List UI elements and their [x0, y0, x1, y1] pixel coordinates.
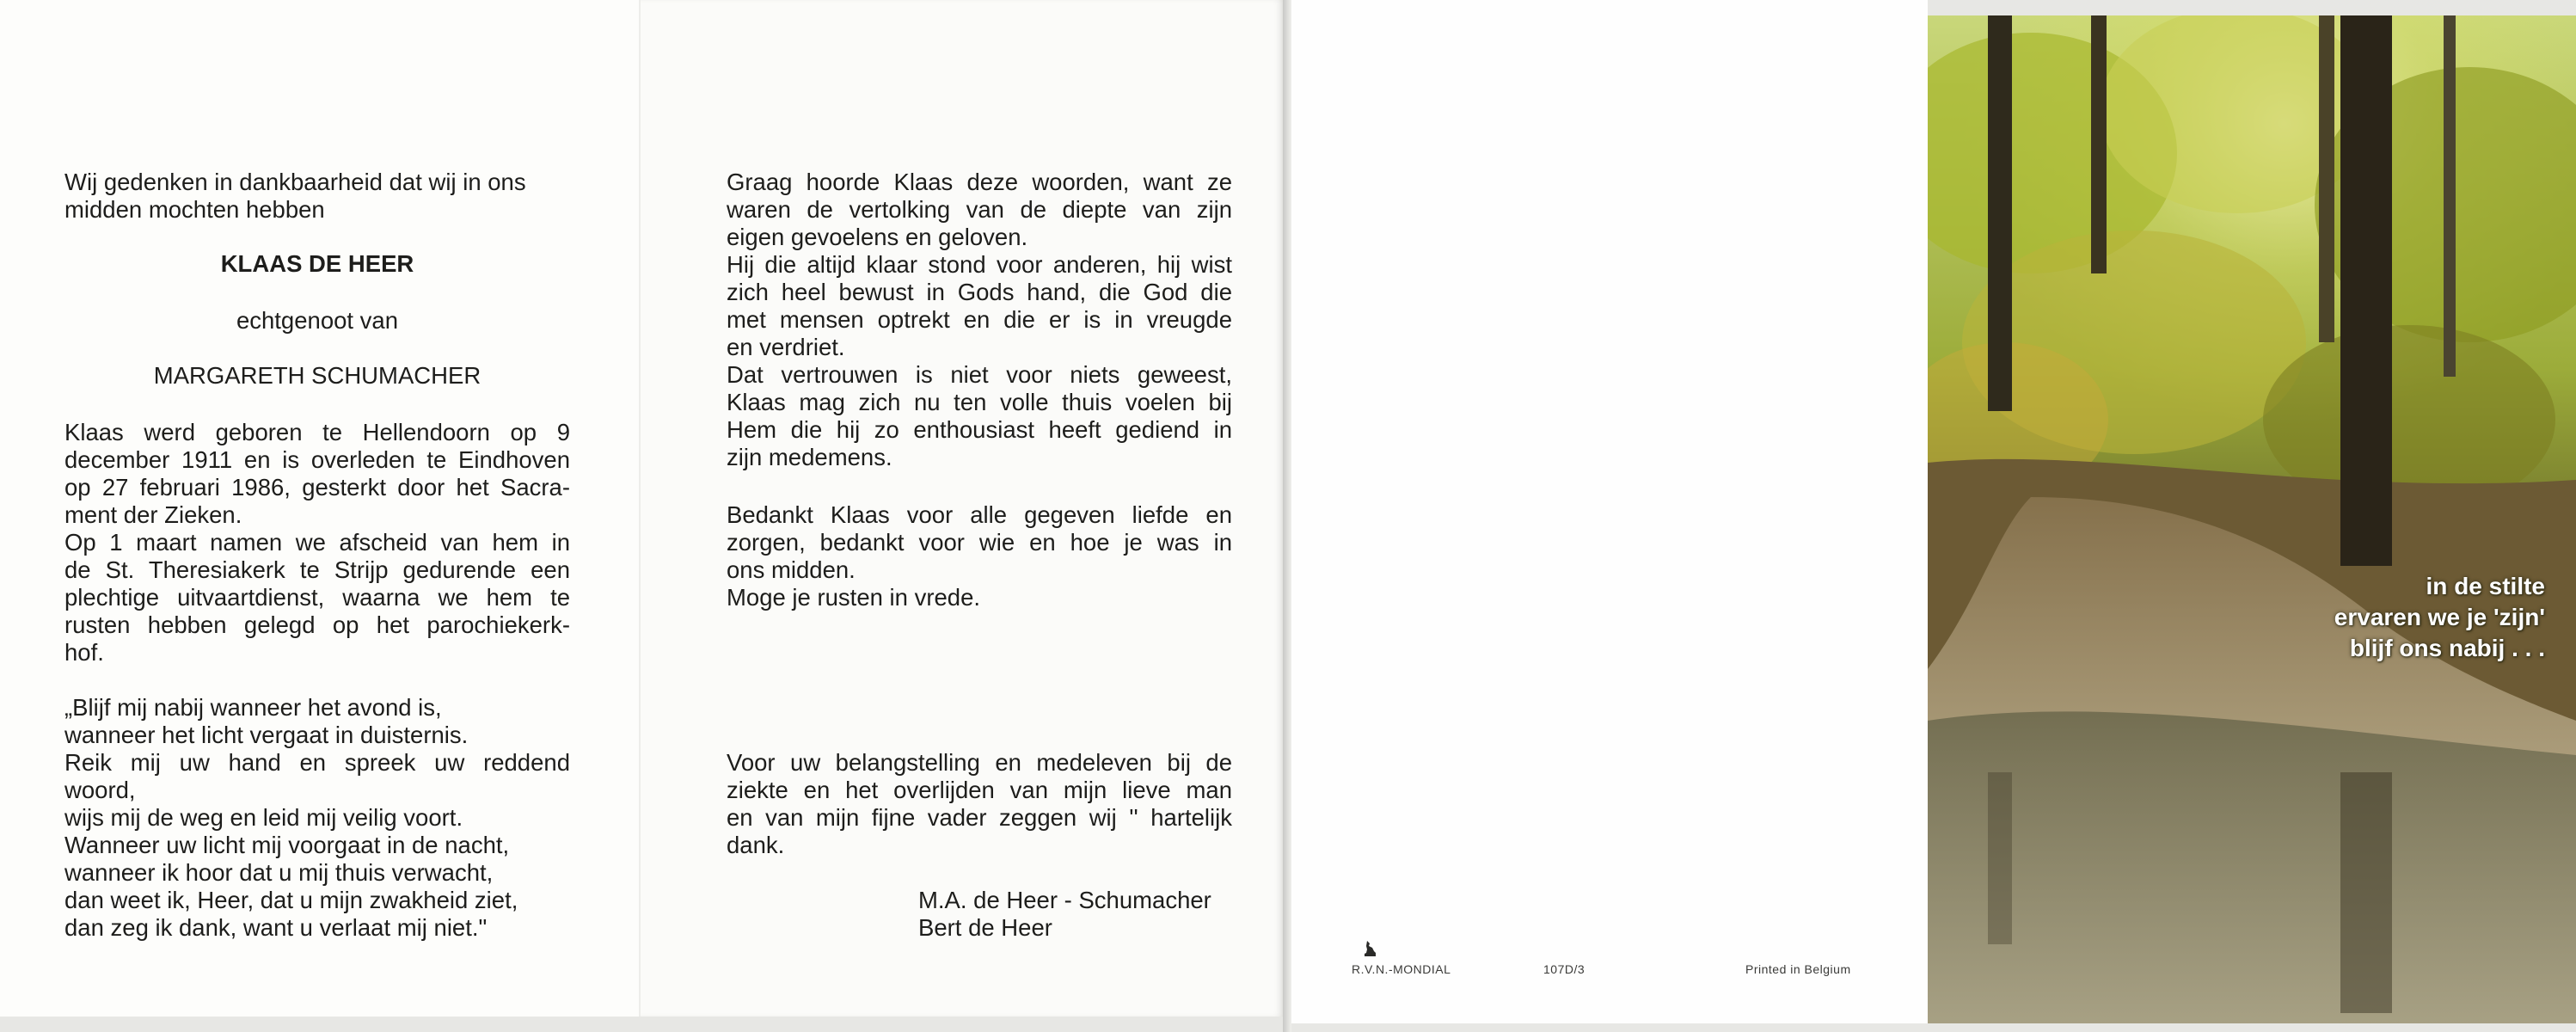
reflection-line: eigen gevoelens en geloven. — [727, 224, 1028, 250]
back-cover — [1291, 0, 1928, 1023]
printed-label: Printed in Belgium — [1745, 962, 1851, 976]
reflection-text — [727, 169, 1232, 471]
poem-line: dan weet ik, Heer, dat u mijn zwakheid ziet, — [64, 887, 518, 913]
thanks-line: Bedankt Klaas voor alle gegeven liefde en — [727, 501, 1232, 528]
forest-photo — [1928, 15, 2576, 1023]
acknowledgement-line: dank. — [727, 832, 785, 858]
publisher-label: R.V.N.-MONDIAL — [1352, 962, 1451, 976]
thanks-line: Moge je rusten in vrede. — [727, 584, 981, 611]
biography-line: ment der Zieken. — [64, 501, 242, 528]
reflection-line: waren de vertolking van de diepte van zijn — [727, 196, 1232, 223]
poem-text — [64, 694, 570, 942]
biography-line: de St. Theresiakerk te Strijp gedurende een — [64, 556, 570, 583]
relation-label: echtgenoot van — [236, 307, 399, 334]
reflection-line: zijn medemens. — [727, 444, 892, 470]
reflection-line: zich heel bewust in Gods hand, die God die — [727, 279, 1232, 305]
poem-line: wanneer ik hoor dat u mij thuis verwacht, — [64, 859, 494, 886]
caption-line: blijf ons nabij . . . — [2349, 635, 2545, 661]
acknowledgement-line: Voor uw belangstelling en medeleven bij de — [727, 749, 1232, 776]
biography-line: hof. — [64, 639, 104, 666]
biography-line: december 1911 en is overleden te Eindhoven — [64, 446, 570, 473]
left-inner-page — [0, 0, 641, 1017]
intro-line: midden mochten hebben — [64, 196, 325, 223]
poem-line: Reik mij uw hand en spreek uw reddend — [64, 749, 570, 776]
poem-line: wanneer het licht vergaat in duisternis. — [64, 722, 469, 748]
front-cover — [1928, 15, 2576, 1023]
poem-line: wijs mij de weg en leid mij veilig voort. — [64, 804, 463, 831]
poem-line: woord, — [64, 777, 136, 803]
acknowledgement-line: en van mijn fijne vader zeggen wij ʹʹ hartelijk — [727, 804, 1232, 831]
signature-line: M.A. de Heer - Schumacher — [918, 887, 1211, 913]
acknowledgement-line: ziekte en het overlijden van mijn lieve man — [727, 777, 1232, 803]
page-gap — [1283, 0, 1291, 1032]
spouse-name: MARGARETH SCHUMACHER — [153, 362, 481, 389]
caption-line: in de stilte — [2426, 573, 2545, 599]
card-code: 107D/3 — [1543, 962, 1585, 976]
biography-line: Op 1 maart namen we afscheid van hem in — [64, 529, 570, 556]
biography-line: Klaas werd geboren te Hellendoorn op 9 — [64, 419, 570, 445]
biography-line: rusten hebben gelegd op het parochiekerk- — [64, 611, 570, 638]
poem-line: Wanneer uw licht mij voorgaat in de nacht, — [64, 832, 510, 858]
publisher-logo-icon — [1362, 939, 1379, 958]
reflection-line: Klaas mag zich nu ten volle thuis voelen bij — [727, 389, 1232, 415]
cover-caption — [2236, 571, 2545, 664]
reflection-line: Hem die hij zo enthousiast heeft gediend in — [727, 416, 1232, 443]
reflection-line: en verdriet. — [727, 334, 845, 360]
intro-text — [64, 169, 570, 224]
reflection-line: Hij die altijd klaar stond voor anderen, hij wist — [727, 251, 1232, 278]
acknowledgement-text — [727, 749, 1232, 859]
biography-line: op 27 februari 1986, gesterkt door het Sacra- — [64, 474, 570, 501]
biography-text — [64, 419, 570, 666]
reflection-line: Graag hoorde Klaas deze woorden, want ze — [727, 169, 1232, 195]
thanks-klaas-text — [727, 501, 1232, 611]
reflection-line: met mensen optrekt en die er is in vreugde — [727, 306, 1232, 333]
thanks-line: zorgen, bedankt voor wie en hoe je was in — [727, 529, 1232, 556]
signatures — [918, 887, 1262, 942]
poem-line: „Blijf mij nabij wanneer het avond is, — [64, 694, 442, 721]
caption-line: ervaren we je 'zijn' — [2334, 604, 2545, 630]
deceased-name: KLAAS DE HEER — [220, 250, 414, 277]
poem-line: dan zeg ik dank, want u verlaat mij niet." — [64, 914, 488, 941]
thanks-line: ons midden. — [727, 556, 856, 583]
signature-line: Bert de Heer — [918, 914, 1052, 941]
biography-line: plechtige uitvaartdienst, waarna we hem te — [64, 584, 570, 611]
reflection-line: Dat vertrouwen is niet voor niets geweest, — [727, 361, 1232, 388]
intro-line: Wij gedenken in dankbaarheid dat wij in ons — [64, 169, 526, 195]
